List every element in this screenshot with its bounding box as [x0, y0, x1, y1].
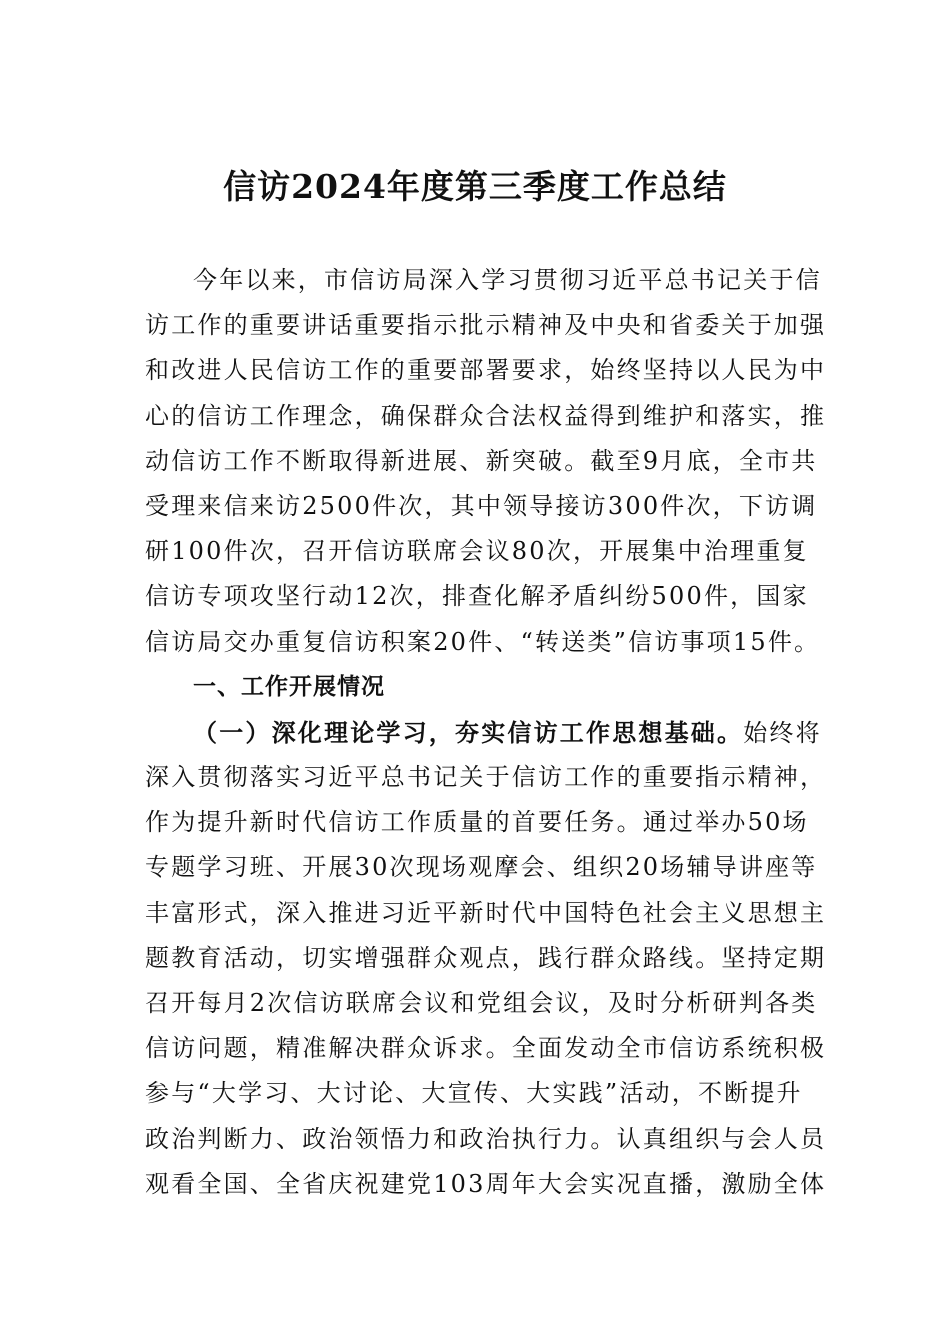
- paragraph-line: 今年以来，市信访局深入学习贯彻习近平总书记关于信: [193, 266, 822, 294]
- paragraph-line: 和改进人民信访工作的重要部署要求，始终坚持以人民为中: [145, 356, 827, 385]
- paragraph-line: 信访问题，精准解决群众诉求。全面发动全市信访系统积极: [145, 1034, 827, 1063]
- paragraph-line: 政治判断力、政治领悟力和政治执行力。认真组织与会人员: [145, 1124, 827, 1153]
- paragraph-line: 心的信访工作理念，确保群众合法权益得到维护和落实，推: [145, 401, 827, 430]
- paragraph-line: 作为提升新时代信访工作质量的首要任务。通过举办50场: [145, 808, 809, 837]
- paragraph-line: 研100件次，召开信访联席会议80次，开展集中治理重复: [145, 537, 809, 566]
- paragraph-line: 专题学习班、开展30次现场观摩会、组织20场辅导讲座等: [145, 853, 818, 882]
- paragraph-line: 召开每月2次信访联席会议和党组会议，及时分析研判各类: [145, 989, 818, 1017]
- paragraph-line: 信访局交办重复信访积案20件、“转送类”信访事项15件。: [145, 627, 821, 656]
- document-title: 信访2024年度第三季度工作总结: [223, 167, 727, 206]
- paragraph-line: 题教育活动，切实增强群众观点，践行群众路线。坚持定期: [145, 943, 827, 972]
- subsection-first-line: [145, 710, 825, 755]
- subsection-lead: （一）深化理论学习，夯实信访工作思想基础。: [193, 717, 744, 747]
- document-body: [145, 258, 825, 1207]
- paragraph-line: 访工作的重要讲话重要指示批示精神及中央和省委关于加强: [145, 311, 827, 340]
- section-heading: 一、工作开展情况: [193, 673, 385, 700]
- paragraph-line: 丰富形式，深入推进习近平新时代中国特色社会主义思想主: [145, 898, 827, 927]
- paragraph-line: 信访专项攻坚行动12次，排查化解矛盾纠纷500件，国家: [145, 582, 809, 611]
- paragraph-line: 深入贯彻落实习近平总书记关于信访工作的重要指示精神，: [145, 763, 827, 792]
- subsection-lead-rest: 始终将: [743, 718, 822, 747]
- paragraph-line: 受理来信来访2500件次，其中领导接访300件次，下访调: [145, 491, 818, 520]
- paragraph-line: 动信访工作不断取得新进展、新突破。截至9月底，全市共: [145, 446, 818, 475]
- paragraph-line: 参与“大学习、大讨论、大宣传、大实践”活动，不断提升: [145, 1079, 803, 1108]
- paragraph-line: 观看全国、全省庆祝建党103周年大会实况直播，激励全体: [145, 1169, 827, 1198]
